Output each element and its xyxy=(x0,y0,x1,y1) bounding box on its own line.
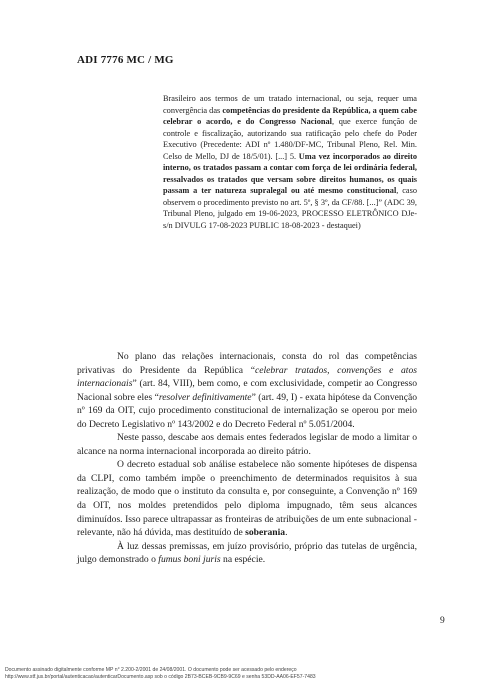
paragraph-text: ” (art. 49, I) - exata hipótese da Convenção nº 169 da OIT, cujo procedimento constitucional de internalização se operou por meio do Decreto Legislativo nº 143/2002 e do Decreto Federal nº 5.051/2004. xyxy=(77,391,418,430)
paragraph-text: . xyxy=(285,527,288,539)
quote-emphasis: competências do presidente da República, a quem cabe celebrar o acordo, e do Congresso Nacional xyxy=(163,105,417,127)
footer-link[interactable]: http://www.stf.jus.br/portal/autenticacao/autenticarDocumento.asp sob o código 2B73-BCEB-9CB9-9C69 e senha 53DD-AA06-EF57-7483 xyxy=(5,674,316,680)
paragraph-italic: fumus boni juris xyxy=(158,554,221,566)
paragraph xyxy=(77,540,417,567)
paragraph-text: na espécie. xyxy=(220,554,266,566)
paragraph-italic: resolver definitivamente xyxy=(158,391,252,403)
case-header-title: ADI 7776 MC / MG xyxy=(77,54,174,66)
paragraph xyxy=(77,350,417,431)
signature-footer xyxy=(5,667,486,681)
paragraph-text: O decreto estadual sob análise estabelece não somente hipóteses de dispensa da CLPI, como também impõe o preenchimento de determinados requisitos à sua realização, de modo que o instituto da consulta e, por conseguinte, a Convenção nº 169 da OIT, nos moldes pretendidos pelo diploma impugnado, têm seus alcances diminuídos. Isso parece ultrapassar as fronteiras de atribuições de um ente subnacional - relevante, não há dúvida, mas destituído de xyxy=(77,459,417,539)
paragraph-text: ” (art. 84, VIII), bem como, e com exclusividade, competir ao Congresso Nacional sobre eles “ xyxy=(77,378,417,403)
footer-line: Documento assinado digitalmente conforme MP n° 2.200-2/2001 de 24/08/2001. O documento pode ser acessado pelo endereço xyxy=(5,667,297,673)
body-text xyxy=(77,350,417,567)
page-number: 9 xyxy=(440,616,445,626)
paragraph-text: À luz dessas premissas, em juízo provisório, próprio das tutelas de urgência, julgo demonstrado o xyxy=(77,540,417,566)
paragraph-text: No plano das relações internacionais, consta do rol das competências privativas do Presidente da República “ xyxy=(77,351,417,376)
quote-text: Brasileiro aos termos de um tratado internacional, ou seja, requer uma convergência das xyxy=(163,94,417,115)
paragraph xyxy=(77,458,417,539)
quote-text: , que exerce função de controle e fiscalização, autorizando sua ratificação pelo chefe do Poder Executivo (Precedente: ADI nº 1.480/DF-MC, Tribunal Pleno, Rel. Min. Celso de Mello, DJ de 18/5/01). [...] 5. xyxy=(163,117,417,161)
quote-text: , caso observem o procedimento previsto no art. 5º, § 3º, da CF/88. [...]” (ADC 39, Tribunal Pleno, julgado em 19-06-2023, PROCESSO ELETRÔNICO DJe-s/n DIVULG 17-08-2023 PUBLIC 18-08-2023 - destaquei) xyxy=(163,186,417,231)
quote-emphasis: Uma vez incorporados ao direito interno, os tratados passam a contar com força de lei ordinária federal, ressalvados os tratados que versam sobre direitos humanos, os quais passam a ter natureza supralegal ou até mesmo constitucional xyxy=(163,151,418,196)
paragraph-bold: soberania xyxy=(245,527,286,539)
paragraph-italic: celebrar tratados, convenções e atos internacionais xyxy=(77,364,417,390)
block-quote xyxy=(163,93,417,232)
paragraph: Neste passo, descabe aos demais entes federados legislar de modo a limitar o alcance na norma internacional incorporada ao direito pátrio. xyxy=(77,432,417,457)
